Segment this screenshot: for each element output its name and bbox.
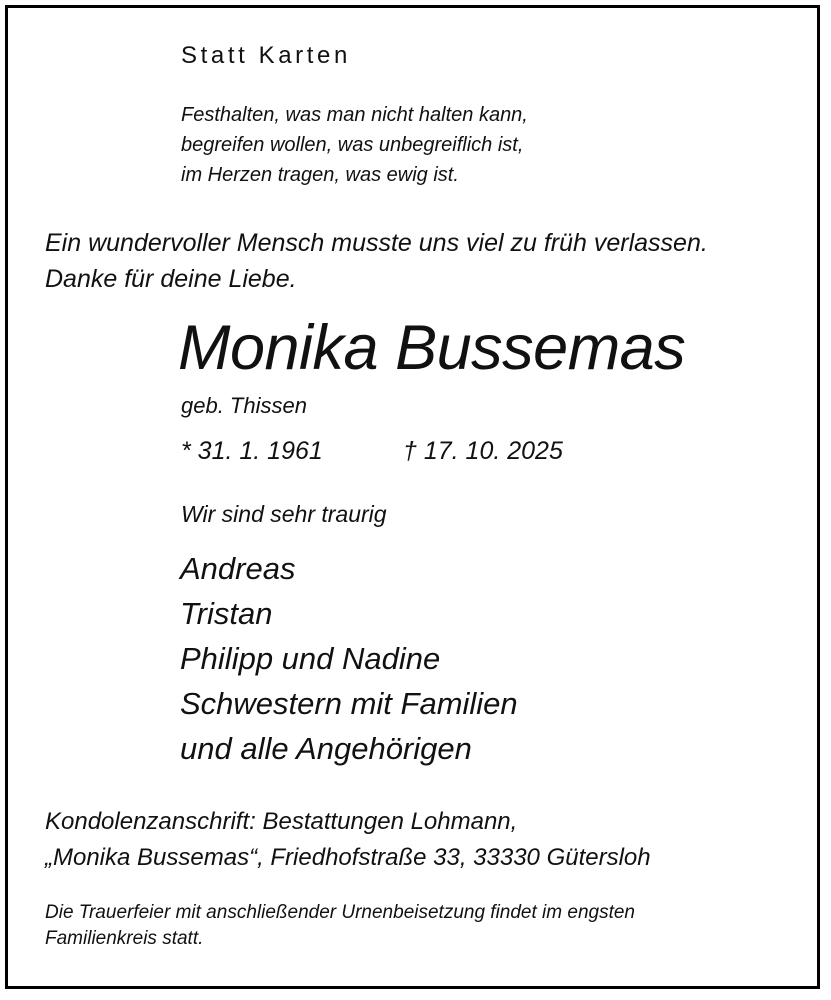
- intro-line: Ein wundervoller Mensch musste uns viel zu früh verlassen.: [45, 229, 708, 257]
- family-member: Andreas: [180, 551, 296, 586]
- family-member: Schwestern mit Familien: [180, 686, 518, 721]
- condolence-line: Kondolenzanschrift: Bestattungen Lohmann,: [45, 808, 518, 835]
- family-member: und alle Angehörigen: [180, 731, 472, 766]
- condolence-address: [45, 804, 651, 876]
- intro-text: [45, 225, 708, 297]
- family-member: Tristan: [180, 596, 273, 631]
- born-name: geb. Thissen: [181, 393, 307, 418]
- family-member: Philipp und Nadine: [180, 641, 441, 676]
- intro-line: Danke für deine Liebe.: [45, 265, 297, 293]
- service-note: [45, 900, 635, 952]
- birth-date: * 31. 1. 1961: [181, 437, 323, 465]
- condolence-line: „Monika Bussemas“, Friedhofstraße 33, 33330 Gütersloh: [45, 844, 651, 871]
- poem-line: Festhalten, was man nicht halten kann,: [181, 104, 528, 126]
- poem-line: im Herzen tragen, was ewig ist.: [181, 164, 459, 186]
- poem-line: begreifen wollen, was unbegreiflich ist,: [181, 134, 524, 156]
- death-date: † 17. 10. 2025: [403, 437, 563, 465]
- service-line: Familienkreis statt.: [45, 928, 204, 949]
- poem: [181, 100, 528, 190]
- deceased-name: Monika Bussemas: [178, 313, 686, 383]
- service-line: Die Trauerfeier mit anschließender Urnenbeisetzung findet im engsten: [45, 902, 636, 923]
- heading-statt-karten: Statt Karten: [181, 42, 351, 69]
- mourning-text: Wir sind sehr traurig: [181, 501, 387, 527]
- family-list: [180, 546, 518, 771]
